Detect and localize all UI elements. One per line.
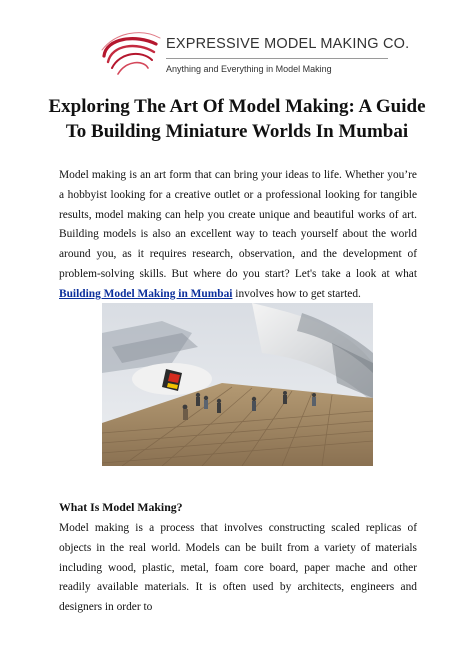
section-heading: What Is Model Making? [59, 500, 183, 514]
intro-paragraph [59, 166, 417, 305]
brand-divider [166, 58, 388, 59]
intro-text-end: involves how to get started. [232, 287, 361, 300]
brand-logo-icon [98, 30, 162, 80]
brand-header [98, 24, 410, 84]
architectural-model-photo [102, 303, 373, 466]
photo-illustration [102, 303, 373, 466]
building-model-making-link[interactable]: Building Model Making in Mumbai [59, 287, 233, 300]
brand-name: EXPRESSIVE MODEL MAKING CO. [166, 36, 410, 52]
brand-tagline: Anything and Everything in Model Making [166, 64, 332, 74]
section-paragraph: Model making is a process that involves constructing scaled replicas of objects in the real world. Models can be built from a variety of materials including wood, plastic, metal, foam core board, paper mache and other readily available materials. It is often used by architects, engineers and designers in order to [59, 522, 417, 614]
intro-text: Model making is an art form that can bring your ideas to life. Whether you’re a hobbyist looking for a creative outlet or a professional looking for tangible results, model making can help you create unique and beautiful works of art. Building models is also an excellent way to teach yourself about the world around you, as it requires research, observation, and the development of problem-solving skills. But where do you start? Let's take a look at what [59, 169, 417, 280]
article-title: Exploring The Art Of Model Making: A Guide To Building Miniature Worlds In Mumbai [48, 96, 426, 142]
